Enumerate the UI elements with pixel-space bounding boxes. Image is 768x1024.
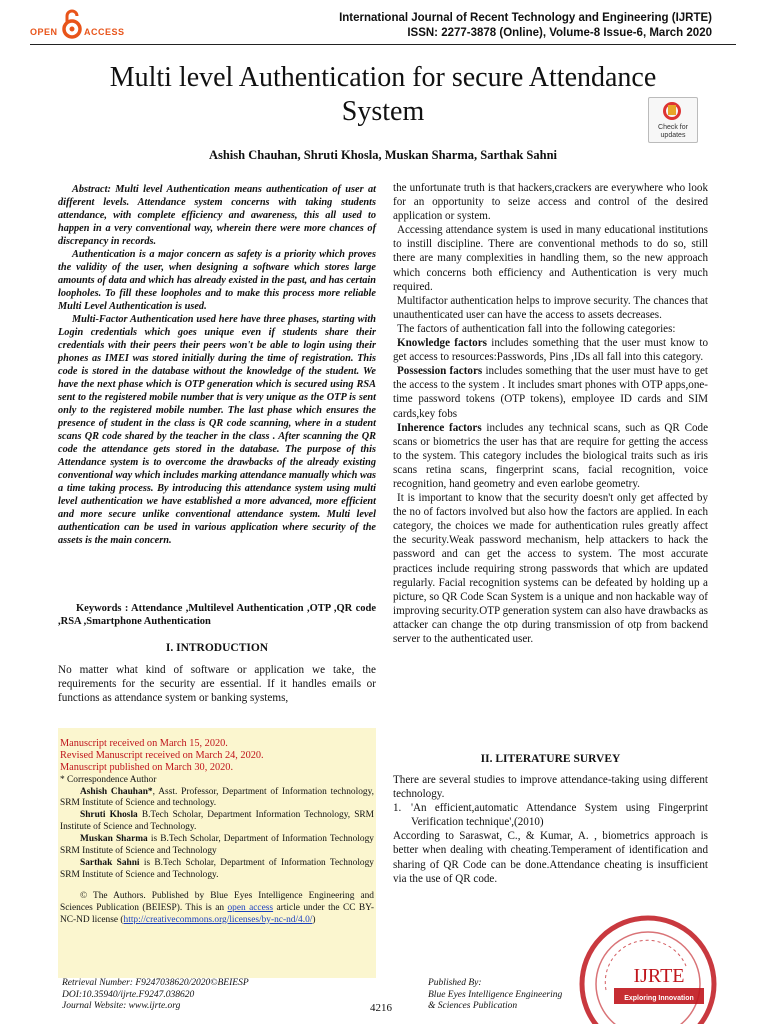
body-paragraph: It is important to know that the security doesn't only get affected by the no of factors involved but also how the factors are applied. In each category, the choices we made for authentication rules greatly affect the security.Weak password mechanism, help attackers to hack the password and can get the access to system. The most accurate practices include requiring strong passwords that which are updated regularly. Facial recognition systems can be defeated by holding up a picture, so QR Code Scan System is a unique and non hackable way of improving security.OTP generation system can also have drawbacks as attacker can change the otp during transmission of otp from backend server to the authenticated user. xyxy=(393,492,708,645)
affiliation-text: is B.Tech Scholar, Department of Information Technology SRM Institute of Science and Technology xyxy=(60,834,374,857)
literature-survey-heading: II. LITERATURE SURVEY xyxy=(480,753,621,765)
retrieval-number: Retrieval Number: F9247038620/2020©BEIESP xyxy=(62,978,249,988)
abstract-paragraph: Authentication is a major concern as safety is a priority which proves the validity of the user, when designing a software which stores large amounts of data and which has already existed in the past, and has certain loopholes. To fill these loopholes and to make this process more reliable Multi Level Authentication is used. xyxy=(58,249,376,312)
check-updates-label: Check for updates xyxy=(658,124,688,139)
term-text: includes something that the user must know to get access to resources:Passwords, Pins ,IDs all fall into this category. xyxy=(393,337,708,364)
header-divider xyxy=(30,44,736,45)
license-text: © The Authors. Published by Blue Eyes Intelligence Engineering and Sciences Publication (BEIESP). This is an xyxy=(60,890,374,913)
open-access-logo xyxy=(30,8,125,42)
right-column-body xyxy=(393,181,708,646)
abstract-paragraph: Multi-Factor Authentication used here have three phases, starting with Login credentials which goes unique even if students share their credentials with their peers their peers won't be able to login using their phones as IMEI was stored initially during the time of registration. This code is stored in the database without the knowledge of the student. We have the next phase which is OTP generation which is secured using RSA sent to the registered mobile number that is very unique as the OTP is sent only to the registered mobile number. The last phase which ensures the presence of student in the class is QR code scanning, where in a student scans QR code shared by the teacher in the class . After scanning the QR code the attendance gets stored in the database. The purpose of this Attendance system is to overcome the drawbacks of the already existing conventional way which includes marking attendance manually which was a time taking process. By introducing this attendance system using multi level authentication we have established a more advanced, more efficient and more secure unlike conventional attendance system. Multi level authentication can be used in various application where security of the assets is the main concern. xyxy=(58,314,376,546)
list-text: 'An efficient,automatic Attendance System using Fingerprint Verification technique',(2010) xyxy=(411,802,708,829)
body-paragraph: Accessing attendance system is used in many educational institutions to instill discipline. There are conventional methods to do so, still there are many complexities in handling them, so the new approach which concerns both efficiency and Authentication is very much required. xyxy=(393,224,708,293)
page-number: 4216 xyxy=(370,1002,392,1014)
open-access-right-text: ACCESS xyxy=(84,27,125,37)
knowledge-factors-paragraph xyxy=(393,336,708,364)
abstract-paragraph: Abstract: Multi level Authentication means authentication of user at different levels. Attendance system concerns with taking students attendance, with complete efficiency and awareness, this all used to happen in a very conventional way, wherein there were more chances of discrepancy in records. xyxy=(58,184,376,247)
affiliation-text: is B.Tech Scholar, Department of Information Technology SRM Institute of Science and Technology. xyxy=(60,857,374,880)
received-date: Manuscript received on March 15, 2020. xyxy=(60,738,228,749)
literature-survey-body xyxy=(393,773,708,886)
publisher-name: & Sciences Publication xyxy=(428,1001,518,1011)
title-line-1: Multi level Authentication for secure Attendance xyxy=(109,62,657,93)
term-text: includes any technical scans, such as QR Code scans or biometrics the user has that are require for getting the access to the system. This category includes the biological traits such as iris scans retina scans, fingerprint scans, facial recognition, voice recognition, hand geometry and even earlobe geometry. xyxy=(393,421,709,490)
revised-date: Revised Manuscript received on March 24, 2020. xyxy=(60,750,264,762)
footer-right xyxy=(428,978,562,1013)
author-affiliation xyxy=(60,858,374,882)
author-affiliation xyxy=(60,834,374,858)
paper-title xyxy=(30,61,736,129)
introduction-body xyxy=(58,663,376,705)
journal-name: International Journal of Recent Technology and Engineering (IJRTE) xyxy=(339,12,712,24)
abstract xyxy=(58,183,376,547)
possession-factors-paragraph xyxy=(393,364,708,420)
publisher-name: Blue Eyes Intelligence Engineering xyxy=(428,989,563,1000)
doi: DOI:10.35940/ijrte.F9247.038620 xyxy=(62,989,195,1000)
term-label: Possession factors xyxy=(397,365,483,378)
body-paragraph: the unfortunate truth is that hackers,crackers are everywhere who look for an opportunity to seize access and control of the desired application or system. xyxy=(393,182,708,223)
introduction-heading: I. INTRODUCTION xyxy=(165,642,269,654)
author-affiliation xyxy=(60,810,374,834)
license-url-link[interactable]: http://creativecommons.org/licenses/by-nc-nd/4.0/ xyxy=(123,914,313,925)
open-access-link[interactable]: open access xyxy=(227,902,274,913)
affiliation-text: B.Tech Scholar, Department Information Technology, SRM Institute of Science and Technology. xyxy=(60,810,374,833)
author-name: Muskan Sharma xyxy=(80,834,148,845)
body-paragraph: There are several studies to improve attendance-taking using different technology. xyxy=(393,774,708,801)
published-date: Manuscript published on March 30, 2020. xyxy=(60,762,234,774)
license-text: ) xyxy=(312,914,316,925)
ijrte-seal-logo xyxy=(570,912,720,1024)
body-paragraph: The factors of authentication fall into the following categories: xyxy=(397,322,676,335)
footer-left xyxy=(62,978,249,1013)
open-lock-icon xyxy=(62,8,82,40)
seal-subtitle: Exploring Innovation xyxy=(624,995,694,1002)
body-paragraph: According to Saraswat, C., & Kumar, A. , biometrics approach is better when dealing with cheating.Temperament of identification and sharing of QR Code can be done.Attendance cheating is insufficient via the use of QR code. xyxy=(393,830,708,885)
manuscript-note-box xyxy=(58,728,376,978)
check-for-updates-badge[interactable] xyxy=(648,97,698,143)
author-affiliation xyxy=(60,787,374,811)
title-line-2: System xyxy=(341,96,425,127)
list-number: 1. xyxy=(393,802,402,815)
introduction-paragraph: No matter what kind of software or application we take, the requirements for the security are essential. If it handles emails or functions as attendance system or banking systems, xyxy=(58,664,376,704)
open-access-left-text: OPEN xyxy=(30,27,58,37)
author-list: Ashish Chauhan, Shruti Khosla, Muskan Sharma, Sarthak Sahni xyxy=(208,148,558,162)
list-item xyxy=(393,801,708,829)
journal-website: Journal Website: www.ijrte.org xyxy=(62,1001,181,1011)
keywords-text: Keywords : Attendance ,Multilevel Authentication ,OTP ,QR code ,RSA ,Smartphone Authentication xyxy=(58,603,376,627)
author-name: Shruti Khosla xyxy=(80,810,138,821)
author-name: Sarthak Sahni xyxy=(80,857,140,868)
term-label: Inherence factors xyxy=(397,421,482,434)
keywords xyxy=(58,602,376,628)
published-by: Published By: xyxy=(428,978,482,988)
affiliation-text: , Asst. Professor, Department of Information technology, SRM Institute of Science and technology. xyxy=(60,786,375,809)
inherence-factors-paragraph xyxy=(393,421,708,491)
term-text: includes something that the user must have to get the access to the system . It includes smart phones with OTP apps,one-time password tokens (OTP tokens), employee ID cards and SIM cards,key fobs xyxy=(393,365,708,420)
body-paragraph: Multifactor authentication helps to improve security. The chances that unauthenticated user can have the access to assets decreases. xyxy=(393,294,708,321)
bookmark-icon xyxy=(668,105,676,115)
issn-line: ISSN: 2277-3878 (Online), Volume-8 Issue-6, March 2020 xyxy=(407,27,712,39)
license-text: article under the CC BY-NC-ND license ( xyxy=(60,902,374,925)
term-label: Knowledge factors xyxy=(397,337,487,350)
author-name: Ashish Chauhan* xyxy=(80,786,153,797)
seal-text: IJRTE xyxy=(633,965,685,987)
license-statement xyxy=(60,891,374,927)
correspondence-note: * Correspondence Author xyxy=(60,774,157,785)
